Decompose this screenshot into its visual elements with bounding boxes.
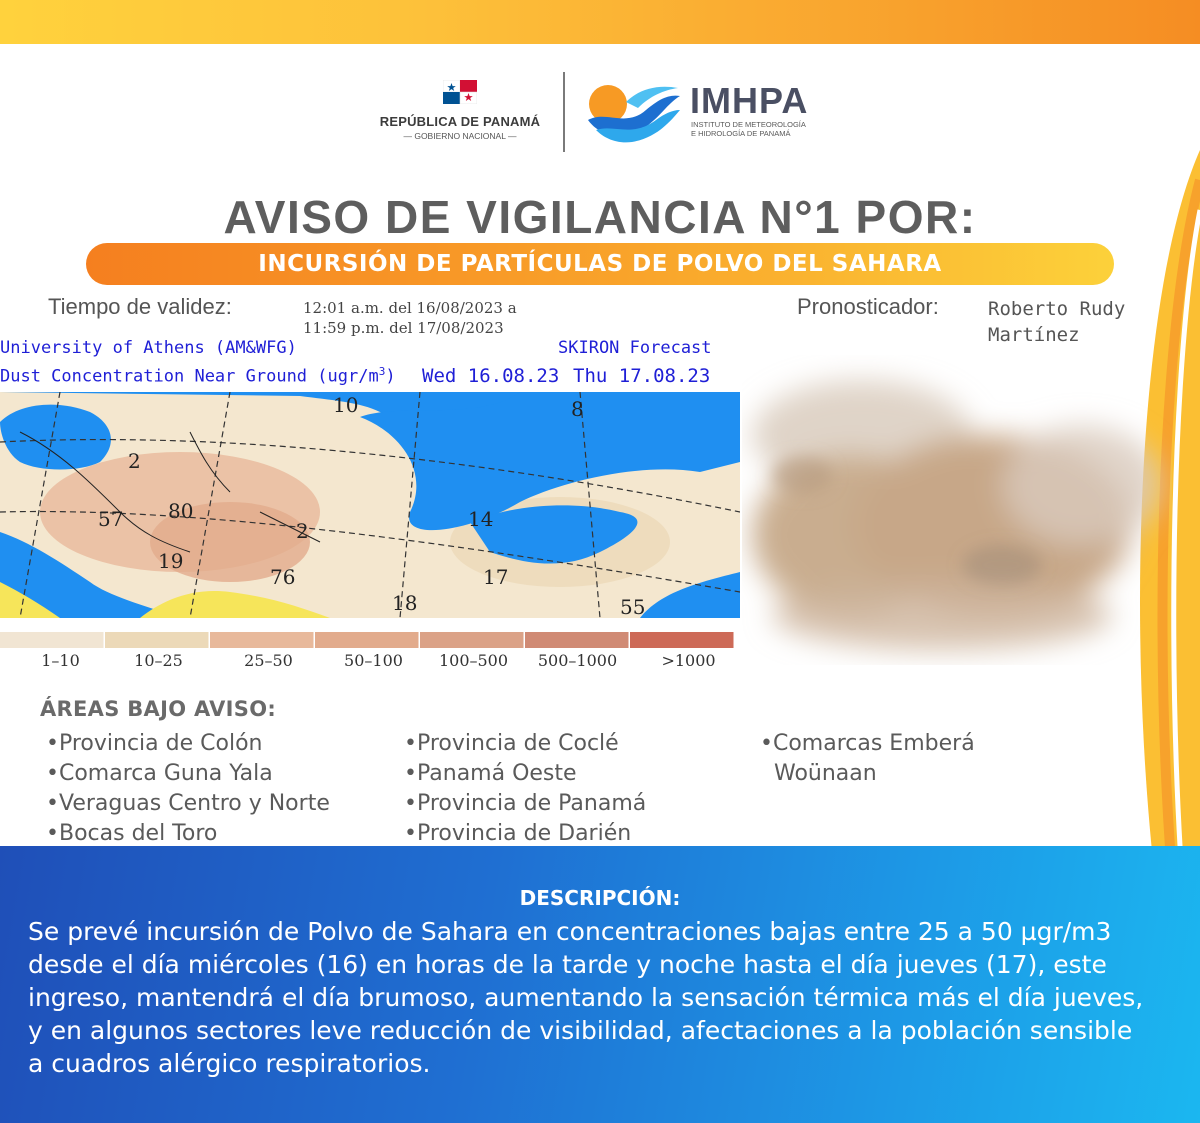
- map-legend-bar: [0, 632, 735, 648]
- area-item-label: Provincia de Coclé: [416, 731, 619, 756]
- legend-swatch: [630, 632, 734, 648]
- map-variable-text: Dust Concentration Near Ground (ugr/m: [0, 366, 379, 387]
- legend-swatch: [210, 632, 314, 648]
- legend-label: 10–25: [134, 651, 183, 670]
- map-value-label: 17: [483, 565, 509, 589]
- institute-subtitle-line2: E HIDROLOGÍA DE PANAMÁ: [691, 129, 791, 138]
- area-item-label: Comarcas Emberá: [772, 731, 975, 756]
- map-source: University of Athens (AM&WFG): [0, 338, 297, 358]
- forecaster-name: [988, 296, 1125, 348]
- area-item-continuation: Woünaan: [774, 761, 877, 786]
- legend-swatch: [420, 632, 524, 648]
- validity-label-text: Tiempo de validez: [48, 294, 226, 319]
- institute-subtitle-line1: INSTITUTO DE METEOROLOGÍA: [691, 120, 806, 129]
- forecaster-name-line1: Roberto Rudy: [988, 298, 1126, 320]
- validity-line2: 11:59 p.m. del 17/08/2023: [303, 319, 504, 337]
- map-value-label: 8: [571, 397, 584, 421]
- map-value-label: 10: [333, 393, 359, 417]
- top-banner: [0, 0, 1200, 44]
- area-item: •Provincia de Panamá: [404, 791, 647, 816]
- institute-name: IMHPA: [690, 80, 809, 121]
- map-product: SKIRON Forecast: [558, 338, 712, 358]
- legend-label: 25–50: [244, 651, 293, 670]
- area-item: •Provincia de Darién: [404, 821, 632, 846]
- legend-swatch: [105, 632, 209, 648]
- dust-concentration-map: [0, 392, 740, 618]
- map-value-label: 76: [270, 565, 296, 589]
- legend-swatch: [315, 632, 419, 648]
- map-date-end: Thu 17.08.23: [573, 365, 711, 387]
- area-item-label: Panamá Oeste: [416, 761, 577, 786]
- areas-column-1: [46, 729, 330, 849]
- area-item: •Veraguas Centro y Norte: [46, 791, 330, 816]
- map-variable: [0, 365, 396, 387]
- areas-column-3: [760, 729, 975, 789]
- government-name: REPÚBLICA DE PANAMÁ: [379, 114, 541, 129]
- legend-label: 500–1000: [537, 651, 618, 670]
- logo-divider: [563, 72, 565, 152]
- legend-label: >1000: [661, 651, 716, 670]
- map-date-start: Wed 16.08.23: [422, 365, 560, 387]
- map-value-label: 55: [620, 595, 646, 618]
- panama-flag-icon: [443, 80, 477, 104]
- description-title: DESCRIPCIÓN:: [519, 886, 681, 910]
- area-item-label: Provincia de Colón: [58, 731, 263, 756]
- area-item: •Comarca Guna Yala: [46, 761, 273, 786]
- institute-subtitle: [691, 120, 841, 138]
- area-item: •Comarcas Emberá: [760, 731, 975, 756]
- map-value-label: 18: [392, 591, 418, 615]
- dust-cloud-image: [742, 355, 1172, 665]
- area-item-label: Provincia de Panamá: [416, 791, 647, 816]
- forecaster-name-line2: Martínez: [988, 324, 1080, 346]
- map-value-label: 19: [158, 549, 184, 573]
- government-logo: [370, 78, 550, 148]
- forecaster-label-text: Pronosticador: [797, 294, 933, 319]
- map-unit-exponent: 3: [378, 365, 386, 378]
- areas-column-2: [404, 729, 646, 849]
- area-item: •Provincia de Coclé: [404, 731, 619, 756]
- legend-swatch: [525, 632, 629, 648]
- map-value-label: 57: [98, 507, 124, 531]
- description-text: Se prevé incursión de Polvo de Sahara en concentraciones bajas entre 25 a 50 µgr/m3 desde el día miércoles (16) en horas de la tarde y noche hasta el día jueves (17), este ingreso, mantendrá el día brumoso, aumentando la sensación térmica más el día jueves, y en algunos sectores leve reducción de visibilidad, afectaciones a la población sensible a cuadros alérgico respiratorios.: [28, 917, 1144, 1078]
- area-item: •Bocas del Toro: [46, 821, 218, 846]
- legend-label: 100–500: [438, 651, 509, 670]
- area-item-label: Veraguas Centro y Norte: [58, 791, 330, 816]
- map-value-label: 2: [296, 519, 309, 543]
- map-unit-close: ): [385, 366, 396, 387]
- imhpa-logo-icon: [586, 80, 682, 144]
- map-value-label: 14: [468, 507, 494, 531]
- area-item-label: Bocas del Toro: [58, 821, 218, 846]
- area-item: •Panamá Oeste: [404, 761, 577, 786]
- areas-title: ÁREAS BAJO AVISO:: [40, 697, 277, 721]
- map-value-label: 80: [168, 499, 194, 523]
- legend-swatch: [0, 632, 104, 648]
- area-item: •Provincia de Colón: [46, 731, 263, 756]
- forecaster-label: Pronosticador:: [797, 294, 939, 319]
- area-item-label: Provincia de Darién: [416, 821, 632, 846]
- page-subtitle: INCURSIÓN DE PARTÍCULAS DE POLVO DEL SAHARA: [258, 251, 942, 277]
- area-item-label: Comarca Guna Yala: [58, 761, 273, 786]
- page-title: AVISO DE VIGILANCIA N°1 POR:: [223, 191, 977, 243]
- validity-value: [303, 298, 517, 338]
- legend-label: 1–10: [41, 651, 80, 670]
- validity-label: Tiempo de validez:: [48, 294, 232, 319]
- validity-line1: 12:01 a.m. del 16/08/2023 a: [303, 299, 517, 317]
- government-subtitle: — GOBIERNO NACIONAL —: [403, 131, 517, 141]
- map-value-label: 2: [128, 449, 141, 473]
- legend-label: 50–100: [344, 651, 403, 670]
